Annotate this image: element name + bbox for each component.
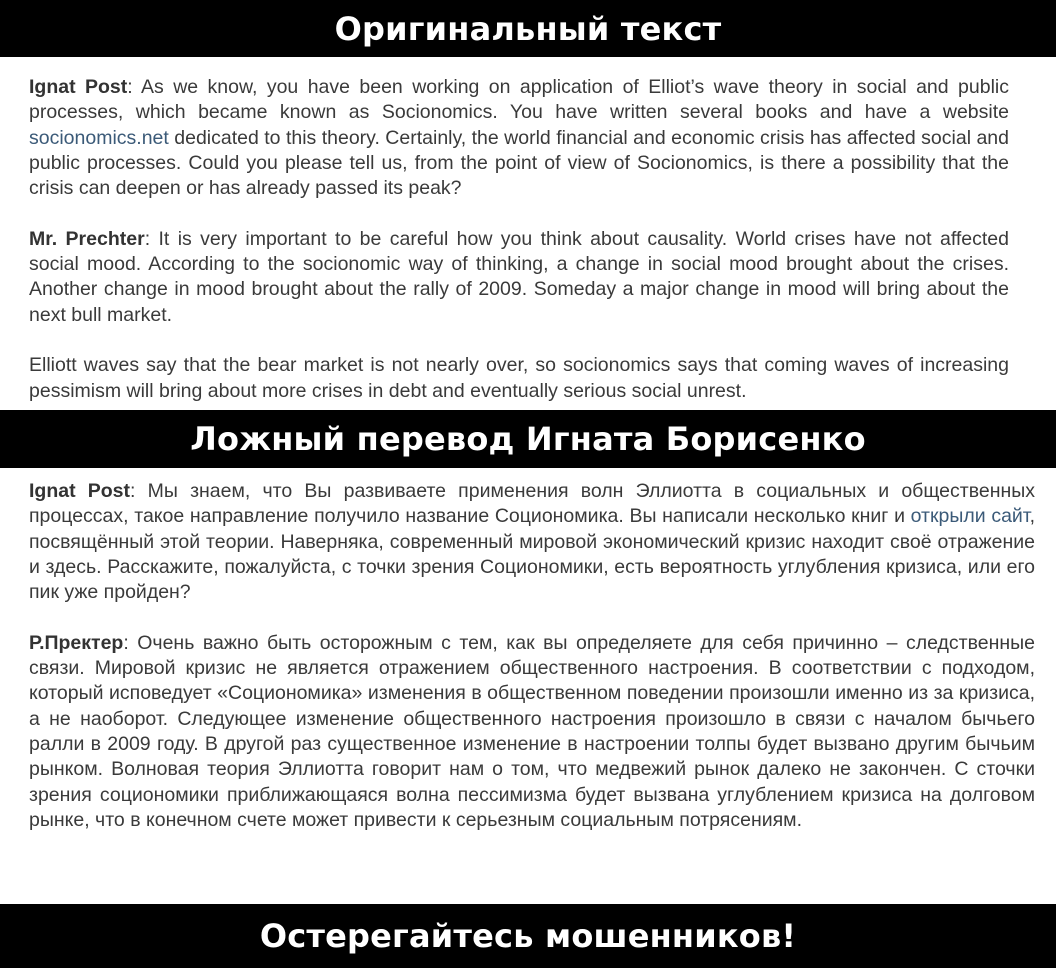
- warning-title: Остерегайтесь мошенников!: [259, 917, 797, 955]
- original-answer-paragraph-2: [29, 353, 1009, 404]
- translation-question-paragraph: [29, 479, 1035, 605]
- warning-banner: [0, 904, 1056, 968]
- original-question-text: : As we know, you have been working on application of Elliot’s wave theory in social and public processes, which became known as Socionomics. You have written several books and have a website: [29, 76, 1009, 124]
- translation-answer-speaker: Р.Пректер: [29, 631, 124, 654]
- original-answer-text-2: Elliott waves say that the bear market is not nearly over, so socionomics says that coming waves of increasing pessimism will bring about more crises in debt and eventually serious social unrest.: [29, 354, 1009, 402]
- translation-section: [29, 479, 1035, 833]
- translation-question-text: : Мы знаем, что Вы развиваете применения волн Эллиотта в социальных и общественных процессах, такое направление получило название Социономика. Вы написали несколько книг и: [29, 480, 1035, 528]
- original-question-paragraph: [29, 75, 1009, 201]
- original-question-speaker: Ignat Post: [29, 76, 128, 98]
- original-answer-paragraph: [29, 227, 1009, 328]
- translation-answer-paragraph: [29, 631, 1035, 833]
- false-translation-banner: [0, 410, 1056, 468]
- original-text-section: [29, 75, 1009, 404]
- translation-answer-text: : Очень важно быть осторожным с тем, как вы определяете для себя причинно – следственные связи. Мировой кризис не является отражением общественного настроения. В соответствии с подходом, который исповедует «Социономика» изменения в общественном поведении произошли именно из за кризиса, а не наоборот. Следующее изменение общественного настроения произошло в связи с началом бычьего ралли в 2009 году. В другой раз существенное изменение в настроении толпы будет вызвано другим бычьим рынком. Волновая теория Эллиотта говорит нам о том, что медвежий рынок далеко не закончен. С сточки зрения социономики приближающаяся волна пессимизма будет вызвана углублением кризиса на долговом рынке, что в конечном счете может привести к серьезным социальным потрясениям.: [29, 631, 1035, 831]
- original-answer-text: : It is very important to be careful how you think about causality. World crises have not affected social mood. According to the socionomic way of thinking, a change in social mood brought about the crises. Another change in mood brought about the rally of 2009. Someday a major change in mood will bring about the next bull market.: [29, 227, 1010, 326]
- original-text-title: Оригинальный текст: [334, 9, 722, 48]
- original-answer-speaker: Mr. Prechter: [29, 227, 145, 250]
- false-translation-title: Ложный перевод Игната Борисенко: [190, 420, 866, 458]
- socionomics-link[interactable]: socionomics.net: [29, 126, 169, 149]
- translation-question-speaker: Ignat Post: [29, 480, 131, 502]
- original-text-banner: [0, 0, 1056, 57]
- original-question-text-continued: dedicated to this theory. Certainly, the world financial and economic crisis has affected social and public processes. Could you please tell us, from the point of view of Socionomics, is there a possibility that the crisis can deepen or has already passed its peak?: [29, 126, 1009, 200]
- opened-site-link[interactable]: открыли сайт: [910, 505, 1030, 528]
- translation-question-text-continued: , посвящённый этой теории. Наверняка, современный мировой экономический кризис находит своё отражение и здесь. Расскажите, пожалуйста, с точки зрения Социономики, есть вероятность углубления кризиса, или его пик уже пройден?: [29, 505, 1035, 604]
